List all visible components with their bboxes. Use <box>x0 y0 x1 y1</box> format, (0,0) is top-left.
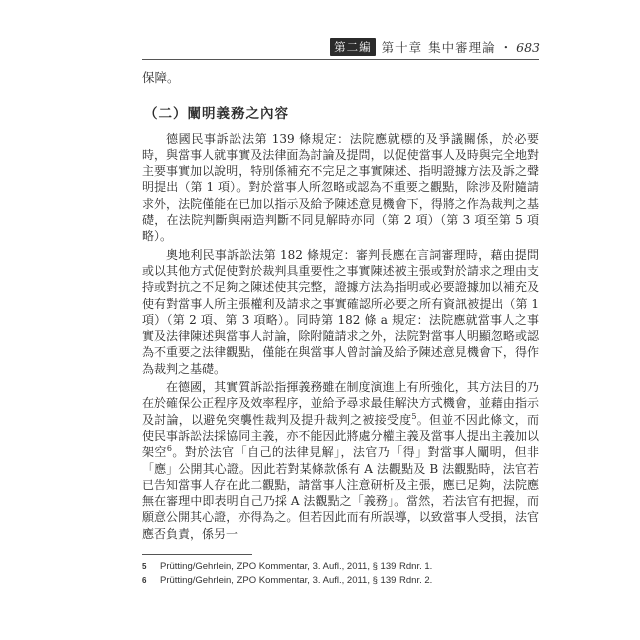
chapter-title: 集中審理論 <box>428 40 496 55</box>
footnote-5 <box>142 560 539 574</box>
running-header <box>140 36 540 58</box>
page-number: 683 <box>516 39 540 55</box>
body-text <box>142 70 539 544</box>
chapter-label: 第十章 <box>381 40 423 55</box>
footnote-ref-6[interactable]: 6 <box>166 444 172 454</box>
footnotes <box>142 560 539 588</box>
part-badge: 第二編 <box>330 38 376 56</box>
footnote-text: Prütting/Gehrlein, ZPO Kommentar, 3. Aufl., 2011, § 139 Rdnr. 1. <box>160 561 433 572</box>
footnote-text: Prütting/Gehrlein, ZPO Kommentar, 3. Aufl., 2011, § 139 Rdnr. 2. <box>160 575 433 586</box>
paragraph-discussion-part-3: 。對於法官「自己的法律見解」，法官乃「得」對當事人闡明，但非「應」公開其心證。因此若對某條款係有 A 法觀點及 B 法觀點時，法官若已告知當事人存在此二觀點，請當事人注意研析及主張，應已足夠，法院應無在審理中即表明自己乃採 A 法觀點之「義務」。當然，若法官有把握，而願意公開其心證，亦得為之。但若因此而有所誤導，以致當事人受損，法官應否負責，係另一 <box>142 445 539 541</box>
paragraph-discussion <box>142 379 539 542</box>
footnote-number: 5 <box>142 562 147 571</box>
footnote-6 <box>142 574 539 588</box>
header-separator: ・ <box>499 40 513 55</box>
paragraph-austrian-law: 奧地利民事訴訟法第 182 條規定：審判長應在言詞審理時，藉由提問或以其他方式促使對於裁判具重要性之事實陳述被主張或對於請求之理由支持或對抗之不足夠之陳述使其完整，證據方法為指明或必要證據加以補充及使有對當事人所主張權利及請求之事實確認所必要之所有資訊被提出（第 1 項）（第 2 項、第 3 項略）。同時第 182 條 a 規定：法院應就當事人之事實及法律陳述與當事人討論，除附隨請求之外，法院對當事人明顯忽略或認為不重要之法律觀點，僅能在與當事人曾討論及給予陳述意見機會下，得作為裁判之基礎。 <box>142 247 539 376</box>
header-rule <box>142 59 539 60</box>
footnote-rule <box>142 554 252 555</box>
section-heading: （二）闡明義務之內容 <box>144 106 289 123</box>
footnote-ref-5[interactable]: 5 <box>411 411 417 421</box>
paragraph-discussion-part-1: 在德國，其實質訴訟指揮義務雖在制度演進上有所強化，其方法目的乃在於確保公正程序及效率程序，並給予尋求最佳解決方式機會，並藉由指示及討論，以避免突襲性裁判及提升裁判之被接受度 <box>142 380 539 427</box>
lead-text: 保障。 <box>142 70 180 85</box>
footnote-number: 6 <box>142 576 147 585</box>
paragraph-discussion-part-2: 。但並不因此條文，而使民事訴訟法採協同主義，亦不能因此將處分權主義及當事人提出主義加以架空 <box>142 412 539 460</box>
paragraph-german-law: 德國民事訴訟法第 139 條規定：法院應就標的及爭議關係，於必要時，與當事人就事實及法律面為討論及提問，以促使當事人及時與完全地對主要事實加以說明，特別係補充不完足之事實陳述、指明證據方法及訴之聲明提出（第 1 項）。對於當事人所忽略或認為不重要之觀點，除涉及附隨請求外，法院僅能在已加以指示及給予陳述意見機會下，得將之作為裁判之基礎，在法院判斷與兩造判斷不同見解時亦同（第 2 項）（第 3 項至第 5 項略）。 <box>142 131 539 244</box>
